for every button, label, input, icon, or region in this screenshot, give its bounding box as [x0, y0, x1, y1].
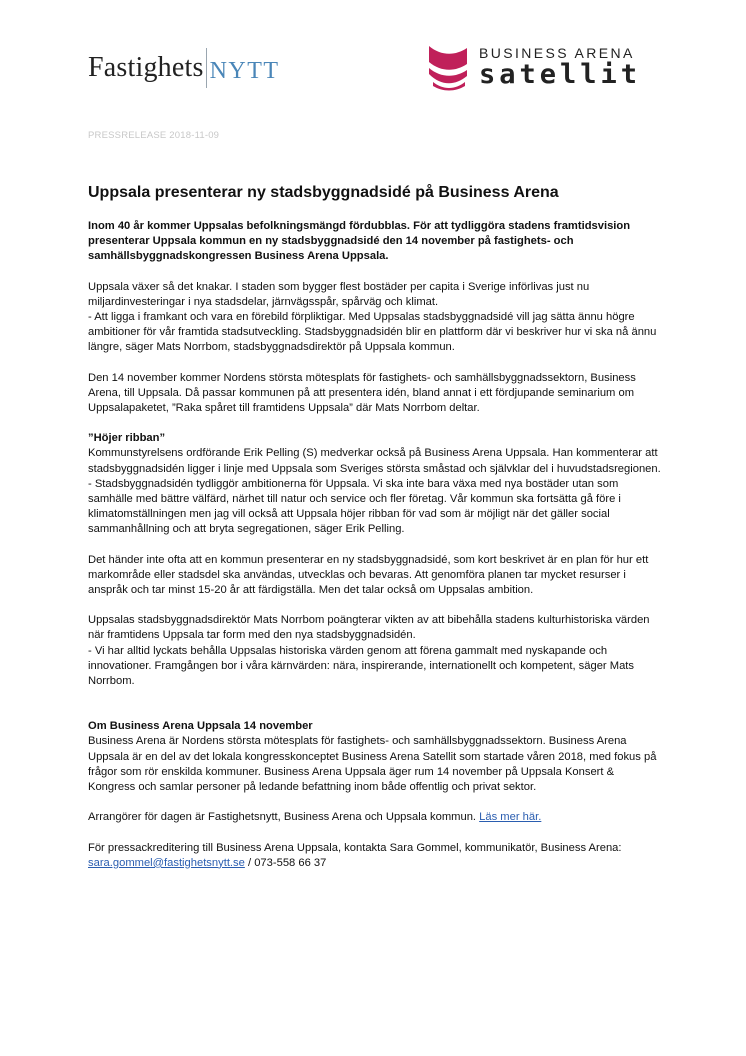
- paragraph: [88, 719, 663, 795]
- subheading: ”Höjer ribban”: [88, 432, 166, 445]
- logo-left-accent: NYTT: [209, 57, 280, 84]
- paragraph: [88, 431, 663, 537]
- paragraph-text: Business Arena är Nordens största mötesplats för fastighets- och samhällsbyggnadssektorn. Business Arena Uppsala är en del av det lokala kongresskonceptet Business Arena Satellit som startade våren 2018, med fokus på frågor som rör enskilda kommuner. Business Arena Uppsala äger rum 14 november på Uppsala Konsert & Kongress och samlar personer på ledande befattning inom både offentlig och privat sektor.: [88, 735, 657, 794]
- lead-paragraph: Inom 40 år kommer Uppsalas befolkningsmängd fördubblas. För att tydliggöra stadens framtidsvision presenterar Uppsala kommun en ny stadsbyggnadsidé den 14 november på fastighets- och samhällsbyggnadskongressen Business Arena Uppsala.: [88, 220, 631, 263]
- logo-right-top: BUSINESS ARENA: [478, 45, 635, 61]
- paragraph-text: Kommunstyrelsens ordförande Erik Pelling (S) medverkar också på Business Arena Uppsala. Han kommenterar att stadsbyggnadsidén ligger i linje med Uppsala som Sveriges största småstad och självklar del i huvudstadsregionen.: [88, 447, 661, 475]
- paragraph-text: Uppsala växer så det knakar. I staden som bygger flest bostäder per capita i Sverige införlivas just nu miljardinvesteringar i nya stadsdelar, järnvägsspår, spårväg och klimat.: [88, 280, 590, 308]
- paragraph: [88, 613, 663, 689]
- logo-right-bottom: satellit: [478, 59, 641, 90]
- page-title: Uppsala presenterar ny stadsbyggnadsidé på Business Arena: [88, 184, 559, 201]
- document-body: [88, 183, 663, 886]
- paragraph: Det händer inte ofta att en kommun presenterar en ny stadsbyggnadsidé, som kort beskrivet är en plan för hur ett markområde eller stadsdel ska användas, utvecklas och bevaras. Att genomföra planen tar mycket resurser i anspråk och tar minst 15-20 år att färdigställa. Men det talar också om Uppsalas ambition.: [88, 553, 649, 597]
- paragraph-text: Uppsalas stadsbyggnadsdirektör Mats Norrbom poängterar vikten av att bibehålla stadens kulturhistoriska värden när framtidens Uppsala tar form med den nya stadsbyggnadsidén.: [88, 614, 650, 642]
- logo-divider: [206, 48, 207, 88]
- paragraph-quote: - Vi har alltid lyckats behålla Uppsalas historiska värden genom att förena gammalt med nyskapande och innovationer. Framgången bor i våra kärnvärden: nära, inspirerande, internationellt och kompetent, säger Mats Norrbom.: [88, 644, 635, 688]
- email-link[interactable]: sara.gommel@fastighetsnytt.se: [88, 856, 245, 869]
- paragraph: [88, 280, 663, 356]
- satellit-emblem-icon: [425, 42, 471, 92]
- paragraph: [88, 810, 663, 825]
- paragraph-quote: - Stadsbyggnadsidén tydliggör ambitionerna för Uppsala. Vi ska inte bara växa med nya bostäder utan som samhälle med bättre välfärd, närhet till natur och service och fler företag. Vår kommun ska fortsätta gå före i klimatomställningen men jag vill också att Uppsala höjer ribban för vad som är möjligt när det gäller social sammanhållning och att bryta segregationen, säger Erik Pelling.: [88, 477, 621, 536]
- paragraph: Den 14 november kommer Nordens största mötesplats för fastighets- och samhällsbyggnadssektorn, Business Arena, till Uppsala. Då passar kommunen på att presentera idén, bland annat i ett fördjupande seminarium om Uppsalapaketet, ”Raka spåret till framtidens Uppsala” där Mats Norrbom deltar.: [88, 371, 636, 415]
- logo-left-main: Fastighets: [88, 52, 204, 83]
- paragraph-quote: - Att ligga i framkant och vara en förebild förpliktigar. Med Uppsalas stadsbyggnadsidé vill jag sätta ännu högre ambitioner för vår framtida stadsutveckling. Stadsbyggnadsidén blir en plattform där vi beskriver hur vi ska nå ännu längre, säger Mats Norrbom, stadsbyggnadsdirektör på Uppsala kommun.: [88, 311, 657, 354]
- subheading: Om Business Arena Uppsala 14 november: [88, 720, 313, 733]
- paragraph: [88, 841, 663, 871]
- read-more-link[interactable]: Läs mer här.: [479, 811, 542, 824]
- fastighetsnytt-logo: [88, 48, 280, 88]
- phone-number: / 073-558 66 37: [247, 856, 327, 869]
- business-arena-satellit-logo: [425, 42, 641, 92]
- paragraph-text: Arrangörer för dagen är Fastighetsnytt, Business Arena och Uppsala kommun.: [88, 811, 477, 824]
- press-release-date: PRESSRELEASE 2018-11-09: [88, 130, 220, 141]
- paragraph-text: För pressackreditering till Business Arena Uppsala, kontakta Sara Gommel, kommunikatör, Business Arena:: [88, 841, 622, 854]
